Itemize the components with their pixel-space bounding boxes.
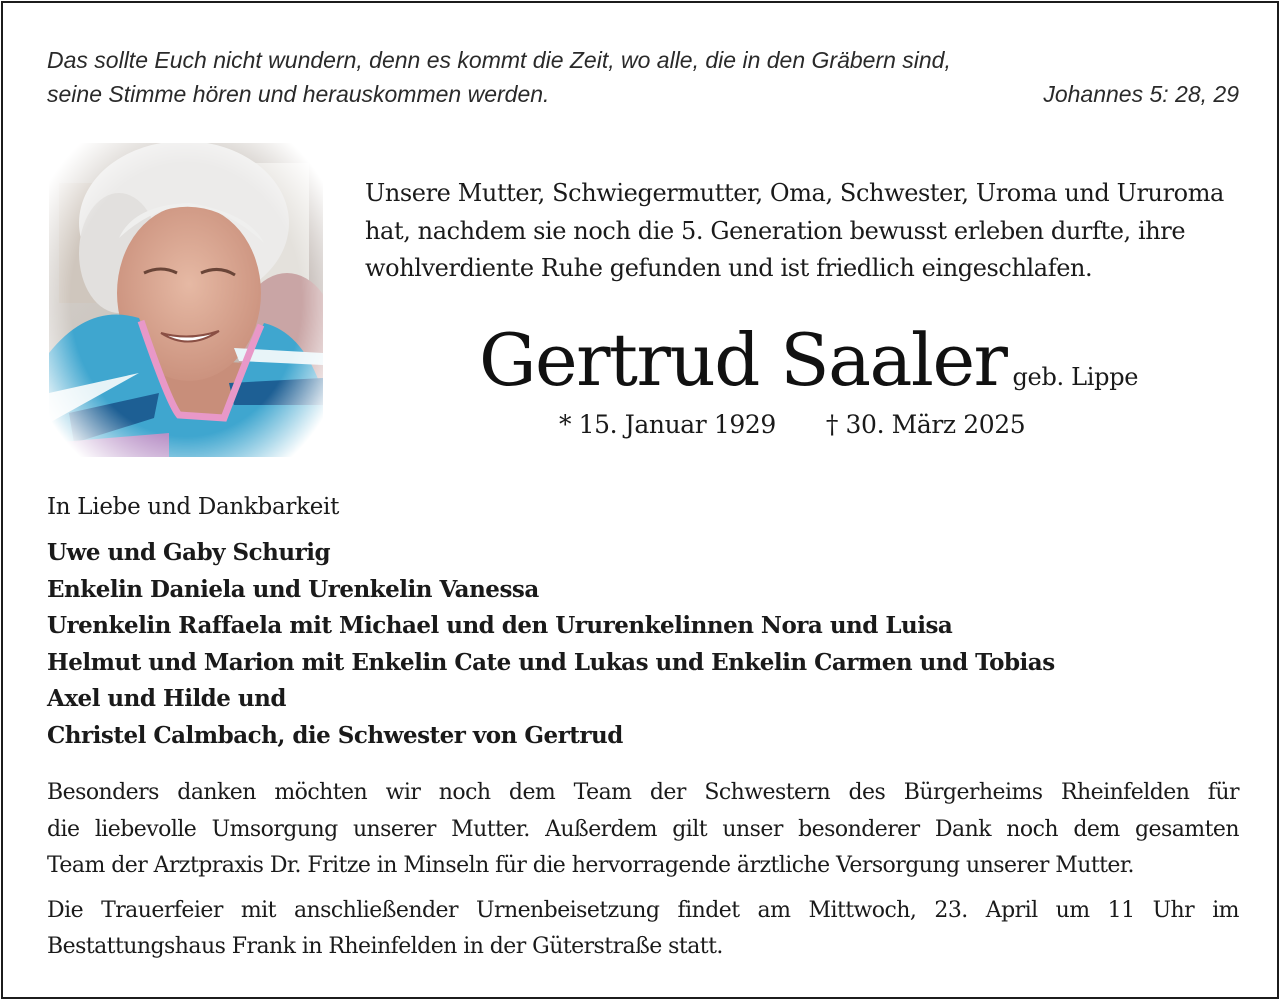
deceased-name-row xyxy=(479,317,1179,403)
funeral-paragraph xyxy=(47,893,1239,965)
mourner-line: Helmut und Marion mit Enkelin Cate und Lukas und Enkelin Carmen und Tobias xyxy=(47,648,1055,676)
intro-text xyxy=(365,175,1245,288)
deceased-name: Gertrud Saaler xyxy=(479,318,1007,402)
intro-line: wohlverdiente Ruhe gefunden und ist friedlich eingeschlafen. xyxy=(365,254,1093,282)
thanks-line: die liebevolle Umsorgung unserer Mutter. Außerdem gilt unser besonderer Dank noch dem gesamten xyxy=(47,816,1239,842)
mourner-line: Uwe und Gaby Schurig xyxy=(47,539,331,566)
intro-line: Unsere Mutter, Schwiegermutter, Oma, Schwester, Uroma und Ururoma xyxy=(365,179,1224,207)
funeral-line: Die Trauerfeier mit anschließender Urnenbeisetzung findet am Mittwoch, 23. April um 11 Uhr im xyxy=(47,898,1239,923)
portrait-photo xyxy=(49,143,323,457)
birth-date: * 15. Januar 1929 xyxy=(559,410,776,439)
funeral-line: Bestattungshaus Frank in Rheinfelden in der Güterstraße statt. xyxy=(47,934,723,959)
bible-verse xyxy=(47,43,1239,111)
thanks-paragraph xyxy=(47,775,1239,885)
death-date: † 30. März 2025 xyxy=(825,410,1026,439)
mourners-list xyxy=(47,535,1197,755)
maiden-name: geb. Lippe xyxy=(1012,363,1139,391)
intro-line: hat, nachdem sie noch die 5. Generation bewusst erleben durfte, ihre xyxy=(365,216,1186,245)
mourners-intro: In Liebe und Dankbarkeit xyxy=(47,494,340,520)
thanks-line: Team der Arztpraxis Dr. Fritze in Minseln für die hervorragende ärztliche Versorgung unserer Mutter. xyxy=(47,853,1134,878)
thanks-line: Besonders danken möchten wir noch dem Team der Schwestern des Bürgerheims Rheinfelden für xyxy=(47,780,1239,805)
mourner-line: Axel und Hilde und xyxy=(47,685,286,713)
mourner-line: Urenkelin Raffaela mit Michael und den Ururenkelinnen Nora und Luisa xyxy=(47,612,953,640)
mourner-line: Christel Calmbach, die Schwester von Gertrud xyxy=(47,721,623,749)
obituary-notice xyxy=(1,1,1279,999)
verse-line-1: Das sollte Euch nicht wundern, denn es kommt die Zeit, wo alle, die in den Gräbern sind, xyxy=(47,47,951,73)
verse-reference: Johannes 5: 28, 29 xyxy=(1043,81,1239,107)
mourner-line: Enkelin Daniela und Urenkelin Vanessa xyxy=(47,575,539,603)
life-dates xyxy=(559,407,1025,443)
verse-line-2: seine Stimme hören und herauskommen werden. xyxy=(47,81,550,107)
